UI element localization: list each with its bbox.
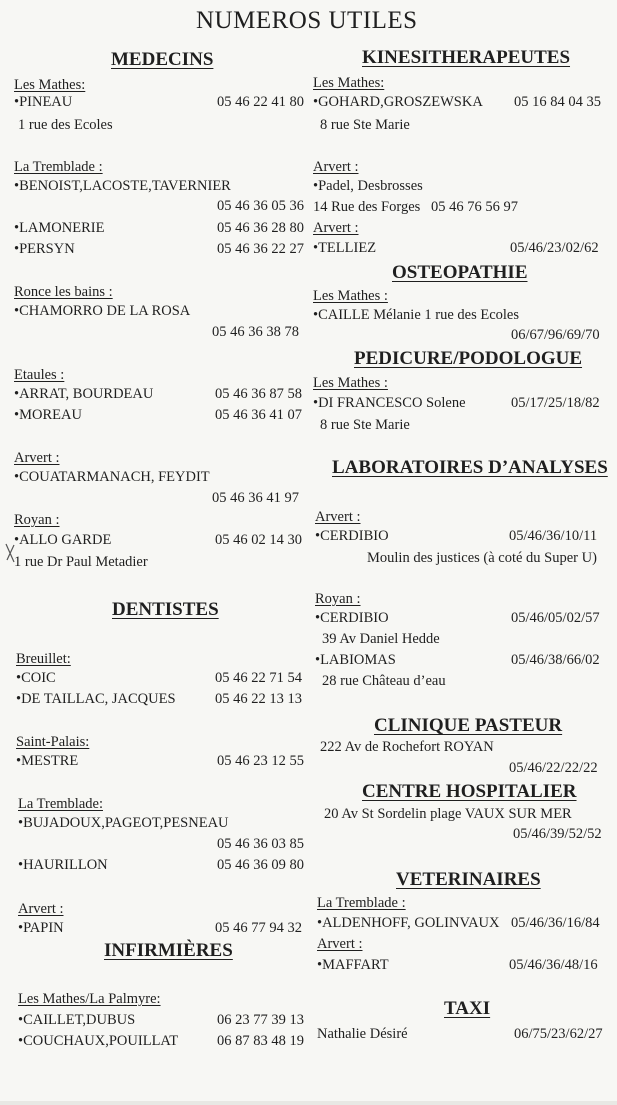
location-label: Saint-Palais: xyxy=(16,734,90,750)
vet-name: •ALDENHOFF, GOLINVAUX xyxy=(317,915,500,931)
address: Moulin des justices (à coté du Super U) xyxy=(367,550,597,566)
phone-number: 05/46/23/02/62 xyxy=(510,240,599,256)
nurse-name: •COUCHAUX,POUILLAT xyxy=(18,1033,179,1049)
dentist-name: •PAPIN xyxy=(18,920,64,936)
location-label: Breuillet: xyxy=(16,651,71,667)
dentist-name: •BUJADOUX,PAGEOT,PESNEAU xyxy=(18,815,229,831)
dentist-name: •COIC xyxy=(16,670,56,686)
phone-number: 06/75/23/62/27 xyxy=(514,1026,603,1042)
doctor-name: •CHAMORRO DE LA ROSA xyxy=(14,303,191,319)
address: 222 Av de Rochefort ROYAN xyxy=(320,739,494,755)
dentist-name: •MESTRE xyxy=(16,753,79,769)
osteo-heading: OSTEOPATHIE xyxy=(392,262,528,283)
location-label: Royan : xyxy=(14,512,60,528)
phone-number: 05 16 84 04 35 xyxy=(514,94,601,110)
address: 1 rue Dr Paul Metadier xyxy=(14,554,148,570)
phone-number: 06 23 77 39 13 xyxy=(217,1012,304,1028)
dentist-name: •DE TAILLAC, JACQUES xyxy=(16,691,176,707)
phone-number: 05 46 22 13 13 xyxy=(215,691,302,707)
doctor-name: •LAMONERIE xyxy=(14,220,105,236)
doctor-name: •MOREAU xyxy=(14,407,82,423)
pedicure-name: •DI FRANCESCO Solene xyxy=(313,395,466,411)
doctor-name: •COUATARMANACH, FEYDIT xyxy=(14,469,210,485)
location-label: Arvert : xyxy=(14,450,60,466)
dentist-name: •HAURILLON xyxy=(18,857,108,873)
labos-heading: LABORATOIRES D’ANALYSES xyxy=(332,457,608,478)
address: 1 rue des Ecoles xyxy=(18,117,113,133)
kines-heading: KINESITHERAPEUTES xyxy=(362,47,571,68)
phone-number: 05 46 22 41 80 xyxy=(217,94,304,110)
location-label: Arvert : xyxy=(317,936,363,952)
nurse-name: •CAILLET,DUBUS xyxy=(18,1012,136,1028)
vet-name: •MAFFART xyxy=(317,957,389,973)
phone-number: 05 46 36 38 78 xyxy=(212,324,299,340)
location-label: La Tremblade : xyxy=(317,895,406,911)
lab-name: •LABIOMAS xyxy=(315,652,396,668)
osteo-name: •CAILLE Mélanie 1 rue des Ecoles xyxy=(313,307,519,323)
address: 28 rue Château d’eau xyxy=(322,673,446,689)
infirmieres-heading: INFIRMIÈRES xyxy=(104,940,233,961)
phone-number: 05 46 22 71 54 xyxy=(215,670,302,686)
phone-number: 06 87 83 48 19 xyxy=(217,1033,304,1049)
lab-name: •CERDIBIO xyxy=(315,528,389,544)
location-label: Arvert : xyxy=(315,509,361,525)
doctor-name: •BENOIST,LACOSTE,TAVERNIER xyxy=(14,178,231,194)
phone-number: 05 46 36 09 80 xyxy=(217,857,304,873)
phone-number: 05 46 36 22 27 xyxy=(217,241,304,257)
taxi-name: Nathalie Désiré xyxy=(317,1026,408,1042)
location-label: Arvert : xyxy=(313,159,359,175)
doctor-name: •ARRAT, BOURDEAU xyxy=(14,386,154,402)
clinique-heading: CLINIQUE PASTEUR xyxy=(374,715,563,736)
phone-number: 05 46 02 14 30 xyxy=(215,532,302,548)
page-title: NUMEROS UTILES xyxy=(196,7,418,34)
phone-number: 05 46 36 41 97 xyxy=(212,490,299,506)
location-label: Royan : xyxy=(315,591,361,607)
phone-number: 05 46 36 05 36 xyxy=(217,198,304,214)
address: 8 rue Ste Marie xyxy=(320,117,410,133)
page-bottom-edge xyxy=(0,1101,617,1105)
address: 20 Av St Sordelin plage VAUX SUR MER xyxy=(324,806,572,822)
pedicure-heading: PEDICURE/PODOLOGUE xyxy=(354,348,583,369)
taxi-heading: TAXI xyxy=(444,998,491,1019)
location-label: Arvert : xyxy=(313,220,359,236)
phone-number: 05/46/38/66/02 xyxy=(511,652,600,668)
phone-number: 06/67/96/69/70 xyxy=(511,327,600,343)
phone-number: 05/46/36/48/16 xyxy=(509,957,598,973)
phone-number: 05 46 36 03 85 xyxy=(217,836,304,852)
doctor-name: •PERSYN xyxy=(14,241,75,257)
phone-number: 05/46/22/22/22 xyxy=(509,760,598,776)
kine-name: •Padel, Desbrosses xyxy=(313,178,423,194)
phone-number: 05 46 36 28 80 xyxy=(217,220,304,236)
dentistes-heading: DENTISTES xyxy=(112,599,219,620)
phone-number: 05/46/36/16/84 xyxy=(511,915,600,931)
phone-number: 05/46/05/02/57 xyxy=(511,610,600,626)
phone-number: 05/17/25/18/82 xyxy=(511,395,600,411)
phone-number: 05 46 36 41 07 xyxy=(215,407,302,423)
location-label: Les Mathes/La Palmyre: xyxy=(18,991,161,1007)
phone-number: 05 46 76 56 97 xyxy=(431,199,518,215)
doctor-name: •ALLO GARDE xyxy=(14,532,112,548)
location-label: La Tremblade : xyxy=(14,159,103,175)
phone-number: 05/46/39/52/52 xyxy=(513,826,602,842)
doctor-name: •PINEAU xyxy=(14,94,73,110)
location-label: Arvert : xyxy=(18,901,64,917)
address: 39 Av Daniel Hedde xyxy=(322,631,440,647)
location-label: Ronce les bains : xyxy=(14,284,113,300)
kine-name: •GOHARD,GROSZEWSKA xyxy=(313,94,483,110)
phone-number: 05 46 23 12 55 xyxy=(217,753,304,769)
phone-number: 05 46 36 87 58 xyxy=(215,386,302,402)
location-label: Les Mathes : xyxy=(313,288,388,304)
kine-name: •TELLIEZ xyxy=(313,240,377,256)
phone-number: 05 46 77 94 32 xyxy=(215,920,302,936)
location-label: La Tremblade: xyxy=(18,796,103,812)
address: 14 Rue des Forges xyxy=(313,199,421,215)
location-label: Les Mathes: xyxy=(313,75,385,91)
phone-number: 05/46/36/10/11 xyxy=(509,528,598,544)
hopital-heading: CENTRE HOSPITALIER xyxy=(362,781,577,802)
location-label: Les Mathes : xyxy=(313,375,388,391)
veto-heading: VETERINAIRES xyxy=(396,869,541,890)
lab-name: •CERDIBIO xyxy=(315,610,389,626)
handwritten-cross-mark xyxy=(4,542,16,564)
location-label: Les Mathes: xyxy=(14,77,86,93)
medecins-heading: MEDECINS xyxy=(111,49,214,70)
location-label: Etaules : xyxy=(14,367,65,383)
address: 8 rue Ste Marie xyxy=(320,417,410,433)
